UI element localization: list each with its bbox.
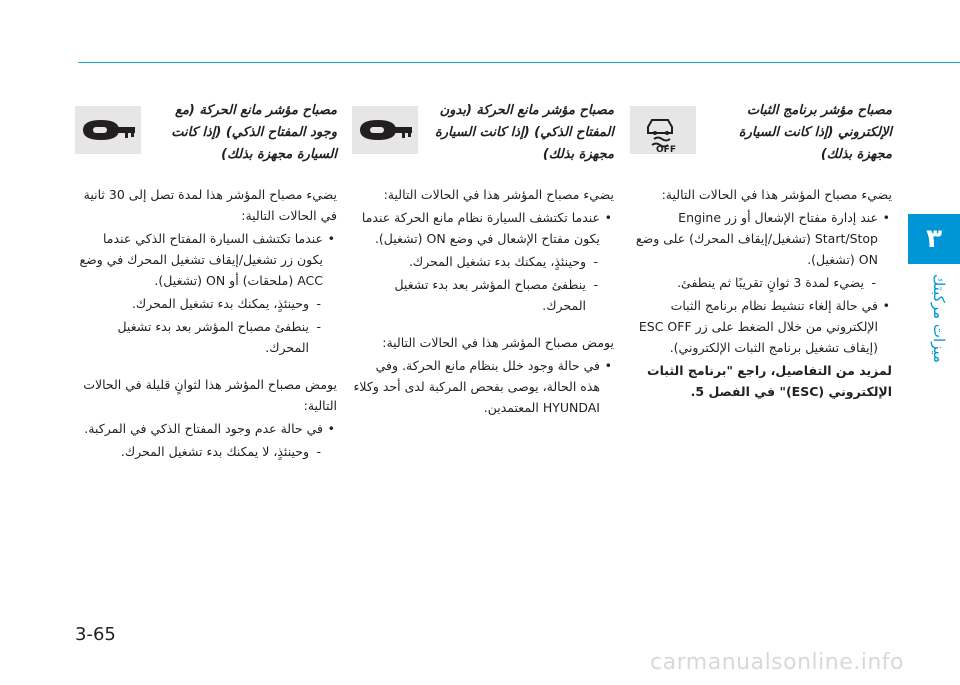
chapter-number: ٣ [908,214,960,264]
col1-p3: • في حالة إلغاء تنشيط نظام برنامج الثبات الإلكتروني من خلال الضغط على زر ESC OFF (إيقاف تشغيل برنامج الثبات الإلكتروني). [630,295,892,358]
column-immobilizer-no-smart-key [352,100,614,460]
svg-text:OFF: OFF [656,145,676,154]
header-rule [78,62,960,63]
col2-p0: يضيء مصباح المؤشر هذا في الحالات التالية: [383,187,614,202]
col3-p5: • في حالة عدم وجود المفتاح الذكي في المركبة. [75,418,337,439]
esc-off-icon [630,106,696,154]
smart-key-immobilizer-icon [75,106,141,154]
col1-p0: يضيء مصباح المؤشر هذا في الحالات التالية: [661,187,892,202]
col1-p1: • عند إدارة مفتاح الإشعال أو زر Engine Start/Stop (تشغيل/إيقاف المحرك) على وضع ON (تشغيل). [630,207,892,270]
chapter-label: ميزات مركبتك [930,274,948,364]
col2-p4: يومض مصباح المؤشر هذا في الحالات التالية: [382,335,614,350]
col1-p2: - يضيء لمدة 3 ثوانٍ تقريبًا ثم ينطفئ. [630,272,892,293]
col3-p4: يومض مصباح المؤشر هذا لثوانٍ قليلة في الحالات التالية: [83,377,337,413]
page-number: 3-65 [75,624,116,645]
col2-p2: - وحينئذٍ، يمكنك بدء تشغيل المحرك. [352,251,614,272]
column-immobilizer-smart-key [75,100,337,460]
col2-p1: • عندما تكتشف السيارة نظام مانع الحركة عندما يكون مفتاح الإشعال في وضع ON (تشغيل). [352,207,614,249]
col2-title: مصباح مؤشر مانع الحركة (بدون المفتاح الذكي) (إذا كانت السيارة مجهزة بذلك) [434,103,614,162]
footer-watermark: carmanualsonline.info [650,650,904,675]
column-esc-off [630,100,892,460]
col1-p4: لمزيد من التفاصيل، راجع "برنامج الثبات الإلكتروني (ESC)" في الفصل 5. [647,363,892,399]
col3-p2: - وحينئذٍ، يمكنك بدء تشغيل المحرك. [75,293,337,314]
col3-p1: • عندما تكتشف السيارة المفتاح الذكي عندما يكون زر تشغيل/إيقاف تشغيل المحرك في وضع ACC (ملحقات) أو ON (تشغيل). [75,228,337,291]
chapter-sidebar [908,214,960,600]
col3-p6: - وحينئذٍ، لا يمكنك بدء تشغيل المحرك. [75,441,337,462]
col2-p5: • في حالة وجود خلل بنظام مانع الحركة. وفي هذه الحالة، يوصى بفحص المركبة لدى أحد وكلاء HYUNDAI المعتمدين. [352,355,614,418]
immobilizer-key-icon [352,106,418,154]
col2-p3: - ينطفئ مصباح المؤشر بعد بدء تشغيل المحرك. [352,274,614,316]
col1-title: مصباح مؤشر برنامج الثبات الإلكتروني (إذا كانت السيارة مجهزة بذلك) [738,103,892,162]
col3-title: مصباح مؤشر مانع الحركة (مع وجود المفتاح الذكي) (إذا كانت السيارة مجهزة بذلك) [171,103,337,162]
col3-p3: - ينطفئ مصباح المؤشر بعد بدء تشغيل المحرك. [75,316,337,358]
col3-p0: يضيء مصباح المؤشر هذا لمدة تصل إلى 30 ثانية في الحالات التالية: [83,187,337,223]
